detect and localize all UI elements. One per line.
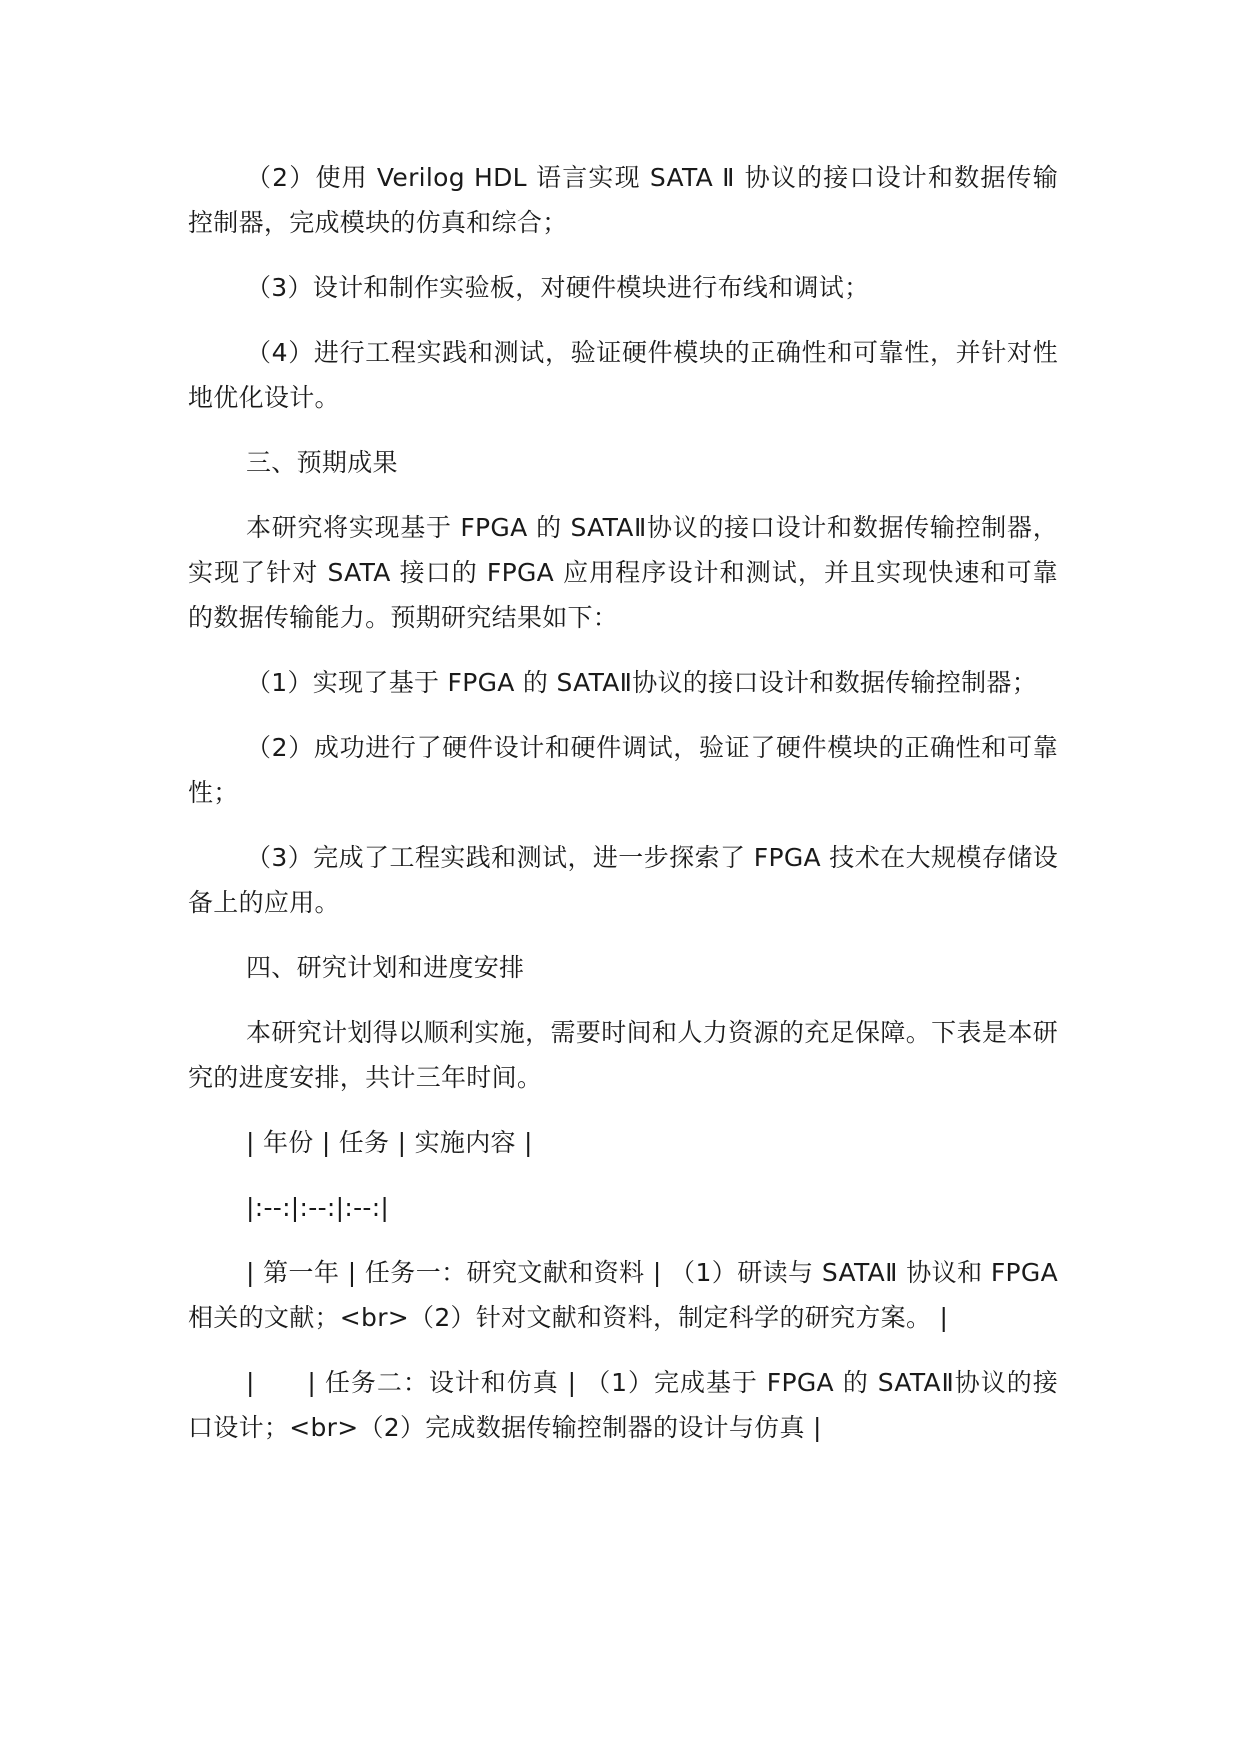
section-heading-expected-results: 三、预期成果: [246, 448, 398, 477]
paragraph-plan-intro: 本研究计划得以顺利实施，需要时间和人力资源的充足保障。下表是本研究的进度安排，共计三年时间。: [188, 1018, 1058, 1092]
paragraph-result-1: （1）实现了基于 FPGA 的 SATAⅡ协议的接口设计和数据传输控制器；: [246, 668, 1038, 697]
table-row-year-1-task-2: | | 任务二：设计和仿真 | （1）完成基于 FPGA 的 SATAⅡ协议的接口设计；<br>（2）完成数据传输控制器的设计与仿真 |: [188, 1368, 1058, 1442]
table-row-year-1-task-1: | 第一年 | 任务一：研究文献和资料 | （1）研读与 SATAⅡ 协议和 FPGA 相关的文献；<br>（2）针对文献和资料，制定科学的研究方案。 |: [188, 1258, 1058, 1332]
table-separator-row: |:--:|:--:|:--:|: [246, 1193, 390, 1222]
document-body: [188, 155, 1058, 1470]
paragraph-task-3: （3）设计和制作实验板，对硬件模块进行布线和调试；: [246, 273, 870, 302]
paragraph-result-3: （3）完成了工程实践和测试，进一步探索了 FPGA 技术在大规模存储设备上的应用。: [188, 843, 1058, 917]
paragraph-result-2: （2）成功进行了硬件设计和硬件调试，验证了硬件模块的正确性和可靠性；: [188, 733, 1058, 807]
section-heading-research-plan: 四、研究计划和进度安排: [246, 953, 525, 982]
paragraph-results-intro: 本研究将实现基于 FPGA 的 SATAⅡ协议的接口设计和数据传输控制器，实现了针对 SATA 接口的 FPGA 应用程序设计和测试，并且实现快速和可靠的数据传输能力。预期研究结果如下：: [188, 513, 1058, 632]
table-header-row: | 年份 | 任务 | 实施内容 |: [246, 1128, 533, 1157]
paragraph-task-4: （4）进行工程实践和测试，验证硬件模块的正确性和可靠性，并针对性地优化设计。: [188, 338, 1058, 412]
paragraph-task-2: （2）使用 Verilog HDL 语言实现 SATA Ⅱ 协议的接口设计和数据传输控制器，完成模块的仿真和综合；: [188, 163, 1058, 237]
